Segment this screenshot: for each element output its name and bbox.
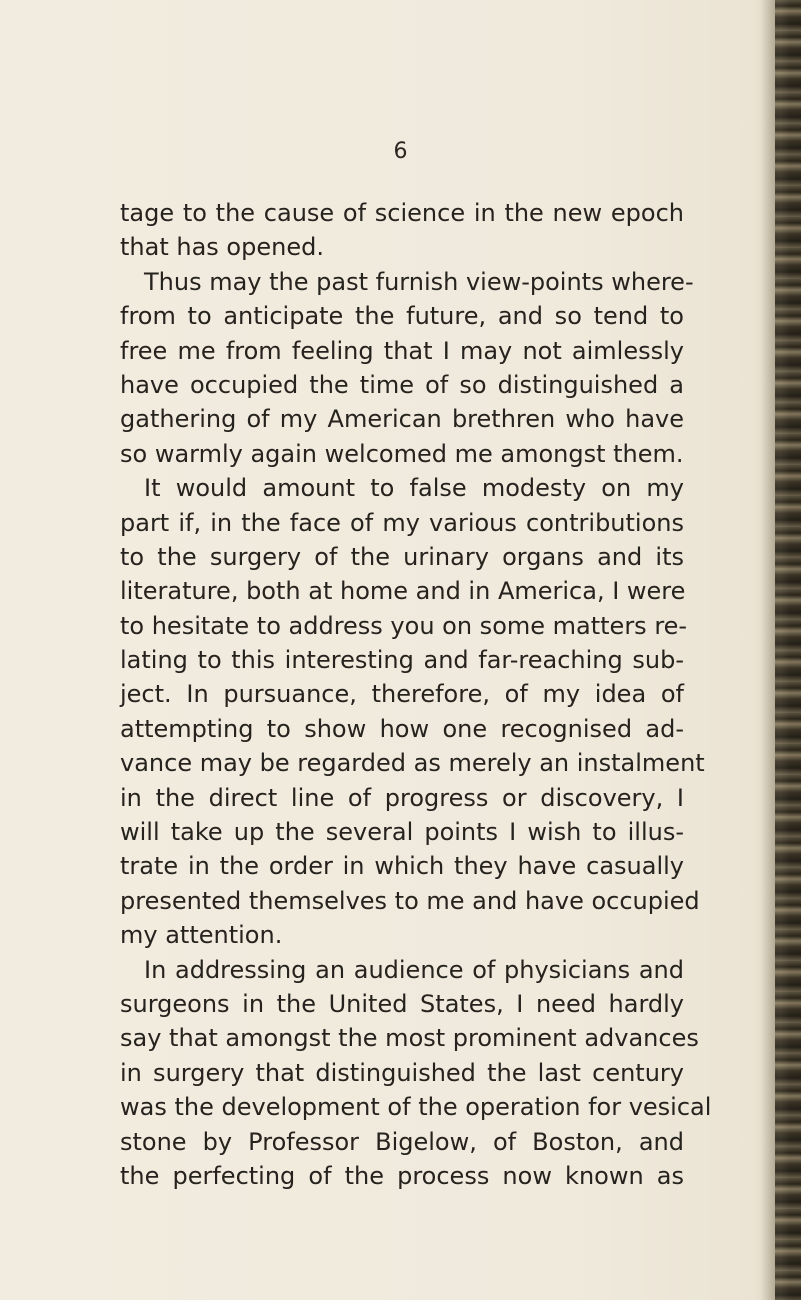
text-line: stone by Professor Bigelow, of Boston, and	[120, 1127, 684, 1156]
text-line: have occupied the time of so distinguished a	[120, 370, 684, 399]
text-line: It would amount to false modesty on my	[144, 474, 684, 503]
text-line: in the direct line of progress or discovery, I	[120, 783, 684, 812]
text-line: attempting to show how one recognised ad-	[120, 714, 684, 743]
text-line: vance may be regarded as merely an instalment	[120, 749, 705, 778]
text-line: my attention.	[120, 921, 283, 950]
text-line: from to anticipate the future, and so tend to	[120, 302, 684, 331]
page-number: 6	[393, 139, 408, 164]
text-line: ject. In pursuance, therefore, of my idea of	[120, 680, 684, 709]
text-line: free me from feeling that I may not aimlessly	[120, 336, 684, 365]
text-line: In addressing an audience of physicians and	[144, 955, 684, 984]
text-line: presented themselves to me and have occupied	[120, 886, 700, 915]
text-line: gathering of my American brethren who have	[120, 405, 684, 434]
body-text	[120, 196, 712, 1193]
page-edge-shadow	[761, 0, 775, 1300]
text-line: say that amongst the most prominent advances	[120, 1024, 699, 1053]
text-line: to hesitate to address you on some matters re-	[120, 611, 688, 640]
text-line: trate in the order in which they have casually	[120, 852, 684, 881]
text-line: surgeons in the United States, I need hardly	[120, 989, 684, 1018]
text-line: so warmly again welcomed me amongst them.	[120, 439, 684, 468]
text-line: in surgery that distinguished the last century	[120, 1058, 684, 1087]
text-line: part if, in the face of my various contributions	[120, 508, 684, 537]
text-line: was the development of the operation for vesical	[120, 1093, 712, 1122]
text-line: lating to this interesting and far-reaching sub-	[120, 646, 684, 675]
text-line: Thus may the past furnish view-points where-	[144, 267, 694, 296]
text-line: that has opened.	[120, 233, 324, 262]
text-line: tage to the cause of science in the new epoch	[120, 199, 684, 227]
text-line: to the surgery of the urinary organs and its	[120, 542, 684, 571]
text-line: literature, both at home and in America, I were	[120, 577, 686, 606]
text-line: the perfecting of the process now known as	[120, 1161, 684, 1190]
page-edge	[775, 0, 801, 1300]
text-line: will take up the several points I wish to illus-	[120, 818, 684, 847]
